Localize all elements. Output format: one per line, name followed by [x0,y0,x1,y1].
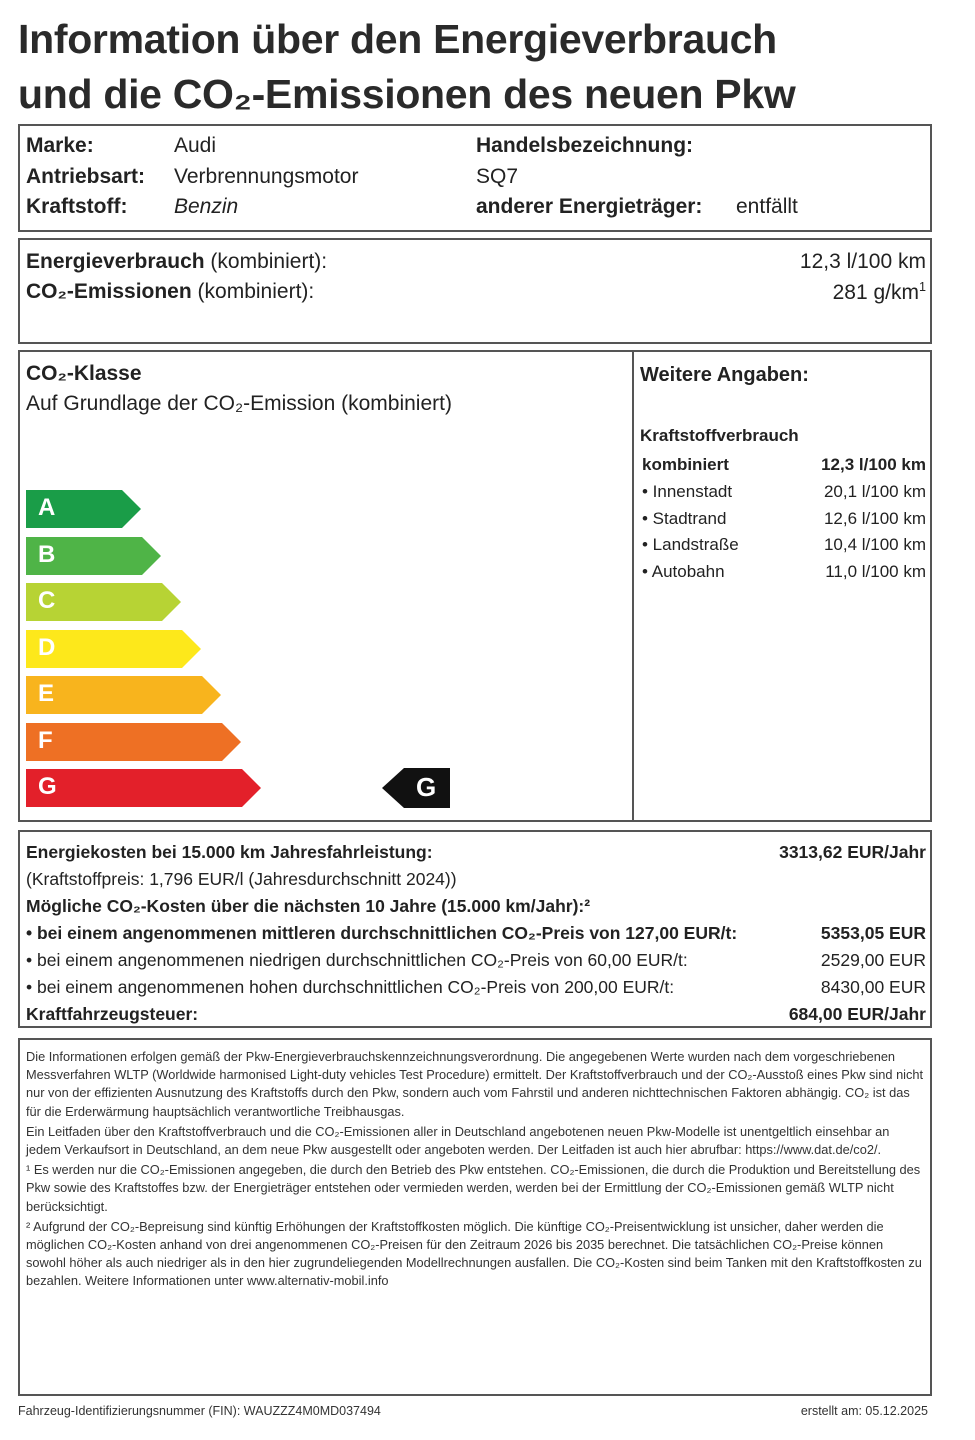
note-paragraph: ¹ Es werden nur die CO₂-Emissionen angegeben, die durch den Betrieb des Pkw entstehen. CO₂-Emissionen, die durch die Produktion und Bereitstellung des Pkw sowie des Kraftstoffes bzw. der Energieträger entstehen oder vermieden werden, werden bei der Ermittlung der CO₂-Emissionen gemäß WLTP nicht berücksichtigt. [26,1162,921,1214]
created-date: erstellt am: 05.12.2025 [800,1404,928,1418]
brand-value: Audi [174,134,217,157]
energy-box [18,238,932,344]
costs-box [18,830,932,1028]
co2-class-heading: CO₂-Klasse [26,362,142,385]
other-energy-label: anderer Energieträger: [476,195,703,218]
note-paragraph: Die Informationen erfolgen gemäß der Pkw-Energieverbrauchskennzeichnungsverordnung. Die angegebenen Werte wurden nach dem vorgeschriebenen Messverfahren WLTP (Worldwide harmonised Light-duty vehicles Test Procedure) ermittelt. Der Kraftstoffverbrauch und der CO₂-Ausstoß eines Pkw sind nicht nur von der effizienten Ausnutzung des Kraftstoffs durch den Pkw, sondern auch vom Fahrstil und anderen nichttechnischen Faktoren abhängig. CO₂ ist das für die Erderwärmung hauptsächlich verantwortliche Treibhausgas. [26,1049,924,1119]
fuel-item-value: 11,0 l/100 km [825,561,926,581]
scenario-value: 2529,00 EUR [820,950,926,970]
tax-value: 684,00 EUR/Jahr [788,1004,926,1024]
fuel-label: Kraftstoff: [26,195,128,218]
note-paragraph: ² Aufgrund der CO₂-Bepreisung sind künftig Erhöhungen der Kraftstoffkosten möglich. Die künftige CO₂-Preisentwicklung ist unsicher, daher werden die möglichen CO₂-Kosten anhand von drei angenommenen CO₂-Preisen für den Zeitraum 2026 bis 2035 berechnet. Die tatsächlichen CO₂-Preise können sowohl höher als auch niedriger als in den hier zugrundeliegenden Modellrechnungen ausfallen. Die CO₂-Kosten sind beim Tanken mit den Kraftstoffkosten zu bezahlen. Weitere Informationen unter www.alternativ-mobil.info [26,1218,922,1289]
consumption-label: Energieverbrauch (kombiniert): [26,250,328,273]
notes-box [18,1038,932,1396]
class-letter: A [38,494,56,521]
class-bar-a [26,490,141,528]
fuel-item-value: 12,6 l/100 km [823,508,926,528]
consumption-value: 12,3 l/100 km [799,250,926,273]
scenario-value: 8430,00 EUR [820,977,926,997]
scenario-label: • bei einem angenommenen mittleren durchschnittlichen CO₂-Preis von 127,00 EUR/t: [26,923,738,943]
class-letter: F [38,726,53,754]
trade-name-value: SQ7 [476,165,519,188]
scenario-label: • bei einem angenommenen niedrigen durchschnittlichen CO₂-Preis von 60,00 EUR/t: [26,950,688,970]
note-paragraph: Ein Leitfaden über den Kraftstoffverbrauch und die CO₂-Emissionen aller in Deutschland angebotenen neuen Pkw-Modelle ist unentgeltlich einsehbar an jedem Verkaufsort in Deutschland, an dem neue Pkw ausgestellt oder angeboten werden. Der Leitfaden ist auch hier abrufbar: https://www.dat.de/co2/. [26,1123,890,1158]
class-bar-e [26,676,221,714]
class-bar-c [26,583,181,621]
vehicle-class-marker [382,768,450,808]
class-bar-d [26,630,201,668]
scenario-value: 5353,05 EUR [820,923,926,943]
brand-label: Marke: [26,134,94,157]
other-energy-value: entfällt [736,195,798,218]
co2-emissions-label: CO₂-Emissionen (kombiniert): [26,280,315,303]
class-bar-b [26,537,161,575]
fuel-price-note: (Kraftstoffpreis: 1,796 EUR/l (Jahresdurchschnitt 2024)) [26,869,457,889]
class-bar-g [26,769,261,807]
combined-label: kombiniert [642,455,729,474]
scenario-label: • bei einem angenommenen hohen durchschnittlichen CO₂-Preis von 200,00 EUR/t: [26,977,675,997]
class-letter: G [38,773,57,800]
vin-footer: Fahrzeug-Identifizierungsnummer (FIN): WAUZZZ4M0MD037494 [18,1404,381,1418]
energy-costs-label: Energiekosten bei 15.000 km Jahresfahrleistung: [26,842,433,862]
class-letter: D [38,633,56,661]
column-divider [632,352,634,820]
fuel-consumption-heading: Kraftstoffverbrauch [640,426,799,445]
drive-label: Antriebsart: [26,165,146,188]
class-letter: C [38,587,56,614]
co2-costs-label: Mögliche CO₂-Kosten über die nächsten 10 Jahre (15.000 km/Jahr):² [26,896,591,916]
co2-class-box [18,350,932,822]
co2-emissions-value: 281 $g/km^1$ [832,280,926,304]
drive-value: Verbrennungsmotor [174,165,359,188]
class-bar-f [26,723,241,761]
energy-costs-value: 3313,62 EUR/Jahr [779,842,926,862]
trade-name-label: Handelsbezeichnung: [476,134,694,157]
tax-label: Kraftfahrzeugsteuer: [26,1004,199,1024]
title-line-1: Information über den Energieverbrauch [18,16,777,62]
class-letter: B [38,540,56,568]
fuel-item-label: • Innenstadt [642,482,733,501]
class-letter: E [38,680,55,707]
fuel-item-label: • Autobahn [642,561,725,581]
fuel-item-value: 10,4 l/100 km [823,535,926,554]
combined-value: 12,3 l/100 km [821,455,926,474]
vehicle-class-letter: G [416,772,437,802]
fuel-item-label: • Stadtrand [642,508,727,528]
fuel-item-value: 20,1 l/100 km [823,482,926,501]
page-title [18,12,958,122]
title-line-2: und die CO₂-Emissionen des neuen Pkw [18,71,796,117]
further-info-heading: Weitere Angaben: [640,364,809,386]
fuel-item-label: • Landstraße [642,535,739,554]
vehicle-info-box [18,124,932,232]
fuel-value: Benzin [174,195,239,218]
co2-class-subheading: Auf Grundlage der CO₂-Emission (kombiniert) [26,392,452,415]
